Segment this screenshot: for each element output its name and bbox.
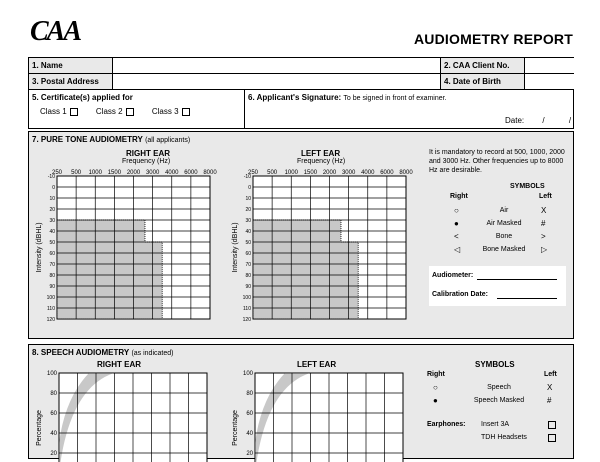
pta-right-db-tick-0: 0 <box>52 185 55 191</box>
speech-left-y-tick-100: 100 <box>242 371 253 377</box>
pta-left-db-tick-70: 70 <box>245 262 251 268</box>
speech-left-y-axis-label: Percentage <box>232 410 239 446</box>
pta-left-db-tick-10: 10 <box>245 196 251 202</box>
speech-col-left: Left <box>544 371 557 378</box>
pta-right-db-tick-10: 10 <box>49 196 55 202</box>
pta-right-db-tick-100: 100 <box>46 295 55 301</box>
pta-col-left: Left <box>539 193 552 200</box>
pta-right-freq-tick-2000: 2000 <box>126 170 141 176</box>
speech-right-y-axis-label: Percentage <box>36 410 43 446</box>
speech-right-y-tick-40: 40 <box>50 431 57 437</box>
pta-heading-note: (all applicants) <box>145 137 191 144</box>
speech-symbol-label-1: Speech Masked <box>473 397 525 404</box>
pta-right-freq-tick-8000: 8000 <box>203 170 217 176</box>
pta-left-freq-tick-250: 250 <box>247 170 259 176</box>
pta-right-db-tick-70: 70 <box>49 262 55 268</box>
pta-left-db-tick-50: 50 <box>245 240 251 246</box>
row-name <box>28 57 574 74</box>
speech-symbol-left-1: # <box>547 396 552 405</box>
speech-left-y-tick-20: 20 <box>246 451 253 457</box>
pta-symbol-right-3: ◁ <box>454 245 461 254</box>
insert-3a-label: Insert 3A <box>481 421 510 428</box>
pta-right-db-tick-110: 110 <box>47 306 55 312</box>
speech-right-y-tick-80: 80 <box>50 391 57 397</box>
signature-note: To be signed in front of examiner. <box>343 95 447 102</box>
pta-left-db-tick-90: 90 <box>245 284 251 290</box>
earphones-label: Earphones: <box>427 421 466 428</box>
name-field[interactable] <box>113 58 441 73</box>
client-label: 2. CAA Client No. <box>441 58 525 73</box>
tdh-checkbox[interactable] <box>548 434 556 442</box>
mandatory-note: It is mandatory to record at 500, 1000, 2000 and 3000 Hz. Other frequencies up to 8000 Hz are desirable. <box>429 149 565 174</box>
pta-symbol-right-0: ○ <box>454 206 459 215</box>
pta-left-db-tick-0: 0 <box>248 185 251 191</box>
speech-col-right: Right <box>427 371 445 378</box>
pta-symbol-label-1: Air Masked <box>486 220 522 227</box>
audiometer-field[interactable] <box>477 279 557 280</box>
pta-right-freq-tick-4000: 4000 <box>165 170 179 176</box>
pta-symbol-label-0: Air <box>499 207 509 214</box>
signature-cell[interactable] <box>245 90 574 128</box>
page-title: AUDIOMETRY REPORT <box>414 31 573 47</box>
tdh-label: TDH Headsets <box>481 434 527 441</box>
pta-symbols-heading: SYMBOLS <box>510 183 545 190</box>
speech-left-y-tick-40: 40 <box>246 431 253 437</box>
speech-section <box>28 344 574 459</box>
pta-right-freq-tick-250: 250 <box>51 170 63 176</box>
pta-right-db-tick-120: 120 <box>46 317 55 323</box>
pta-right-db-tick-50: 50 <box>49 240 55 246</box>
pta-left-db-tick-40: 40 <box>245 229 251 235</box>
speech-left-y-tick-60: 60 <box>246 411 253 417</box>
pta-heading: 7. PURE TONE AUDIOMETRY <box>32 135 143 144</box>
speech-left-ear-title: LEFT EAR <box>297 360 337 369</box>
class3-label: Class 3 <box>151 107 179 116</box>
class1-label: Class 1 <box>40 107 67 116</box>
pta-left-chart <box>225 166 425 336</box>
pta-right-freq-label: Frequency (Hz) <box>122 158 171 165</box>
insert-3a-checkbox[interactable] <box>548 421 556 429</box>
pta-right-db-tick-30: 30 <box>49 218 55 224</box>
speech-symbol-right-0: ○ <box>433 383 438 392</box>
speech-right-ear-title: RIGHT EAR <box>97 360 141 369</box>
pta-left-db-tick-100: 100 <box>242 295 251 301</box>
speech-symbol-label-0: Speech <box>487 384 511 391</box>
speech-heading: 8. SPEECH AUDIOMETRY <box>32 348 130 357</box>
address-label: 3. Postal Address <box>29 74 113 89</box>
calibration-label: Calibration Date: <box>432 291 489 298</box>
pta-left-freq-tick-2000: 2000 <box>322 170 337 176</box>
pta-right-db-tick--10: -10 <box>47 174 55 180</box>
dob-label: 4. Date of Birth <box>441 74 525 89</box>
pta-symbol-right-2: < <box>454 232 459 241</box>
pta-symbol-left-1: # <box>541 219 546 228</box>
pta-right-db-tick-40: 40 <box>49 229 55 235</box>
pta-left-ear-title: LEFT EAR <box>301 149 341 158</box>
speech-right-chart <box>29 367 229 462</box>
date-sep-1: / <box>542 116 545 125</box>
pta-right-chart <box>29 166 229 336</box>
certificate-cell <box>29 90 245 128</box>
pta-left-freq-label: Frequency (Hz) <box>297 158 346 165</box>
pta-symbol-label-3: Bone Masked <box>482 246 526 253</box>
caa-logo: CAA <box>30 16 81 47</box>
pta-left-db-tick-30: 30 <box>245 218 251 224</box>
pta-right-freq-tick-6000: 6000 <box>184 170 198 176</box>
speech-heading-note: (as indicated) <box>131 350 174 357</box>
row-certificate <box>28 89 574 129</box>
signature-label: 6. Applicant's Signature: <box>248 93 342 102</box>
row-address <box>28 73 574 90</box>
pta-left-db-tick--10: -10 <box>243 174 251 180</box>
audiometer-box <box>429 266 566 306</box>
pta-left-freq-tick-8000: 8000 <box>399 170 413 176</box>
speech-right-y-tick-60: 60 <box>50 411 57 417</box>
speech-symbol-right-1: ● <box>433 396 438 405</box>
pta-symbol-left-3: ▷ <box>541 245 548 254</box>
pta-right-freq-tick-1000: 1000 <box>88 170 102 176</box>
speech-left-chart <box>225 367 425 462</box>
name-label: 1. Name <box>29 58 113 73</box>
pta-left-db-tick-60: 60 <box>245 251 251 257</box>
client-field[interactable] <box>525 58 574 73</box>
pta-right-db-tick-90: 90 <box>49 284 55 290</box>
speech-symbol-left-0: X <box>547 383 553 392</box>
pta-left-freq-tick-6000: 6000 <box>380 170 394 176</box>
calibration-field[interactable] <box>497 298 557 299</box>
speech-symbols-heading: SYMBOLS <box>475 360 515 369</box>
speech-left-y-tick-80: 80 <box>246 391 253 397</box>
audiometer-label: Audiometer: <box>432 272 474 279</box>
pta-left-freq-tick-500: 500 <box>267 170 278 176</box>
address-field[interactable] <box>113 74 441 89</box>
pta-left-db-tick-110: 110 <box>243 306 251 312</box>
class1-checkbox[interactable] <box>70 108 78 116</box>
pta-symbol-label-2: Bone <box>495 233 513 240</box>
pta-right-db-tick-60: 60 <box>49 251 55 257</box>
pta-col-right: Right <box>450 193 468 200</box>
pta-right-freq-tick-1500: 1500 <box>107 170 122 176</box>
pta-left-freq-tick-3000: 3000 <box>341 170 356 176</box>
pta-symbol-right-1: ● <box>454 219 459 228</box>
pta-left-db-tick-80: 80 <box>245 273 251 279</box>
pta-left-db-tick-120: 120 <box>242 317 251 323</box>
date-sep-2: / <box>568 116 572 125</box>
pta-left-freq-tick-1500: 1500 <box>303 170 318 176</box>
pta-right-db-tick-80: 80 <box>49 273 55 279</box>
date-label: Date: <box>505 116 525 125</box>
speech-right-y-tick-100: 100 <box>46 371 57 377</box>
pta-right-ear-title: RIGHT EAR <box>126 149 170 158</box>
dob-field[interactable] <box>525 74 574 89</box>
class2-label: Class 2 <box>95 107 123 116</box>
class2-checkbox[interactable] <box>126 108 134 116</box>
pta-symbol-left-2: > <box>541 232 546 241</box>
pta-right-freq-tick-3000: 3000 <box>145 170 160 176</box>
pure-tone-section <box>28 131 574 339</box>
pta-right-y-axis-label: Intensity (dBHL) <box>36 222 43 273</box>
speech-right-y-tick-20: 20 <box>50 451 57 457</box>
pta-left-db-tick-20: 20 <box>245 207 251 213</box>
pta-right-freq-tick-500: 500 <box>71 170 82 176</box>
pta-left-freq-tick-1000: 1000 <box>284 170 298 176</box>
pta-right-db-tick-20: 20 <box>49 207 55 213</box>
pta-left-freq-tick-4000: 4000 <box>361 170 375 176</box>
certificate-label: 5. Certificate(s) applied for <box>32 93 133 102</box>
class3-checkbox[interactable] <box>182 108 190 116</box>
pta-symbol-left-0: X <box>541 206 547 215</box>
pta-left-y-axis-label: Intensity (dBHL) <box>232 222 239 273</box>
